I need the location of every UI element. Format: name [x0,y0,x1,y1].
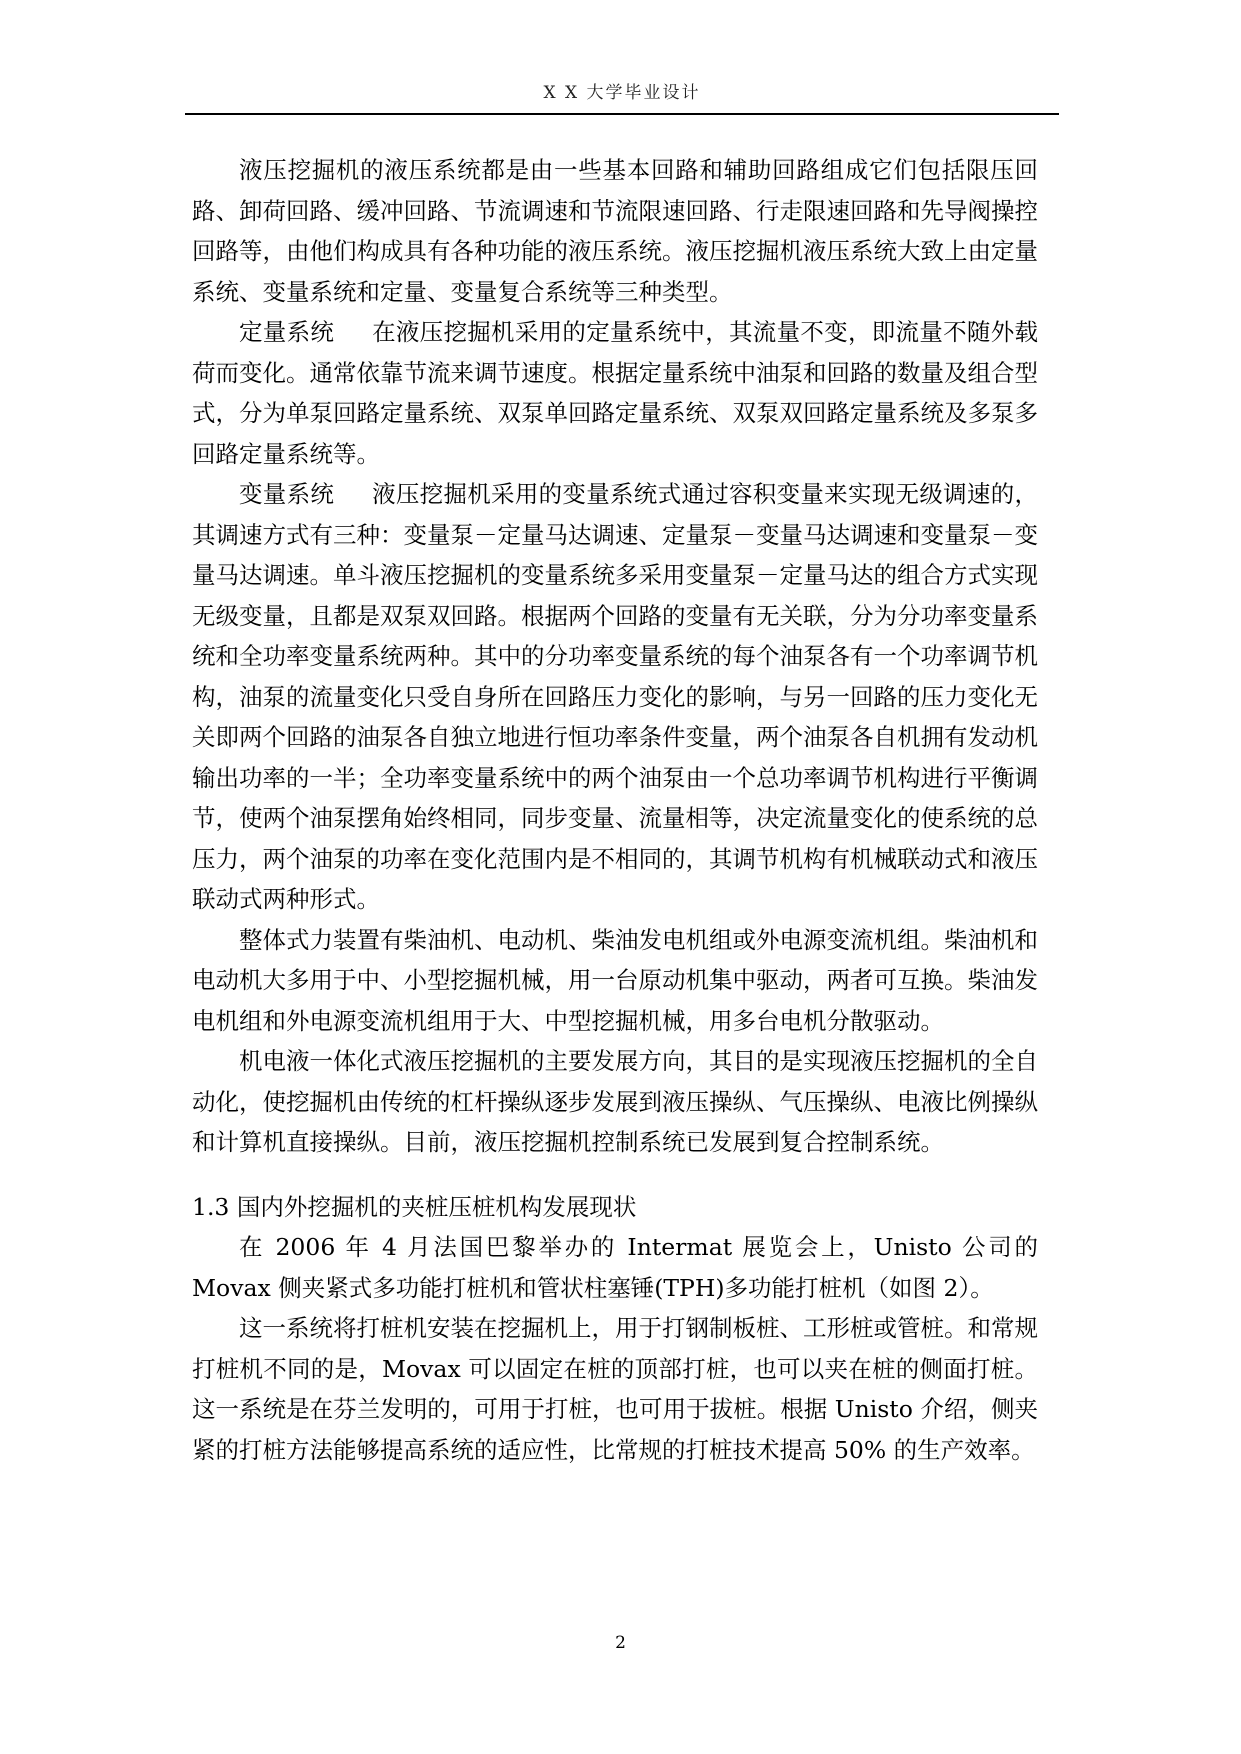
document-body [192,150,1038,1470]
term-variable-system: 变量系统 [239,480,335,508]
page-number: 2 [615,1633,626,1653]
header-rule [185,113,1059,115]
paragraph-power-unit: 整体式力装置有柴油机、电动机、柴油发电机组或外电源变流机组。柴油机和电动机大多用于中、小型挖掘机械，用一台原动机集中驱动，两者可互换。柴油发电机组和外电源变流机组用于大、中型挖掘机械，用多台电机分散驱动。 [192,925,1038,1035]
paragraph-mechatronic: 机电液一体化式液压挖掘机的主要发展方向，其目的是实现液压挖掘机的全自动化，使挖掘机由传统的杠杆操纵逐步发展到液压操纵、气压操纵、电液比例操纵和计算机直接操纵。目前，液压挖掘机控制系统已发展到复合控制系统。 [192,1047,1038,1156]
paragraph-fixed-system-text: 在液压挖掘机采用的定量系统中，其流量不变，即流量不随外载荷而变化。通常依靠节流来调节速度。根据定量系统中油泵和回路的数量及组合型式，分为单泵回路定量系统、双泵单回路定量系统、双泵双回路定量系统及多泵多回路定量系统等。 [192,318,1039,468]
paragraph-fixed-system [192,312,1038,474]
term-fixed-system: 定量系统 [239,318,335,346]
page-header: X X 大学毕业设计 [543,83,701,103]
paragraph-hydraulic-system: 液压挖掘机的液压系统都是由一些基本回路和辅助回路组成它们包括限压回路、卸荷回路、缓冲回路、节流调速和节流限速回路、行走限速回路和先导阀操控回路等，由他们构成具有各种功能的液压系统。液压挖掘机液压系统大致上由定量系统、变量系统和定量、变量复合系统等三种类型。 [192,156,1038,306]
section-heading: 1.3 国内外挖掘机的夹桩压桩机构发展现状 [192,1192,637,1221]
paragraph-intermat: 在 2006 年 4 月法国巴黎举办的 Intermat 展览会上，Unisto 公司的 Movax 侧夹紧式多功能打桩机和管状柱塞锤(TPH)多功能打桩机（如图 2）。 [192,1233,1038,1302]
paragraph-movax: 这一系统将打桩机安装在挖掘机上，用于打钢制板桩、工形桩或管桩。和常规打桩机不同的是，Movax 可以固定在桩的顶部打桩，也可以夹在桩的侧面打桩。这一系统是在芬兰发明的，可用于打桩，也可用于拔桩。根据 Unisto 介绍，侧夹紧的打桩方法能够提高系统的适应性，比常规的打桩技术提高 50% 的生产效率。 [192,1314,1038,1464]
paragraph-variable-system-text: 液压挖掘机采用的变量系统式通过容积变量来实现无级调速的，其调速方式有三种：变量泵－定量马达调速、定量泵－变量马达调速和变量泵－变量马达调速。单斗液压挖掘机的变量系统多采用变量泵－定量马达的组合方式实现无级变量，且都是双泵双回路。根据两个回路的变量有无关联，分为分功率变量系统和全功率变量系统两种。其中的分功率变量系统的每个油泵各有一个功率调节机构，油泵的流量变化只受自身所在回路压力变化的影响，与另一回路的压力变化无关即两个回路的油泵各自独立地进行恒功率条件变量，两个油泵各自机拥有发动机输出功率的一半；全功率变量系统中的两个油泵由一个总功率调节机构进行平衡调节，使两个油泵摆角始终相同，同步变量、流量相等，决定流量变化的使系统的总压力，两个油泵的功率在变化范围内是不相同的，其调节机构有机械联动式和液压联动式两种形式。 [192,480,1039,913]
paragraph-variable-system [192,474,1038,920]
